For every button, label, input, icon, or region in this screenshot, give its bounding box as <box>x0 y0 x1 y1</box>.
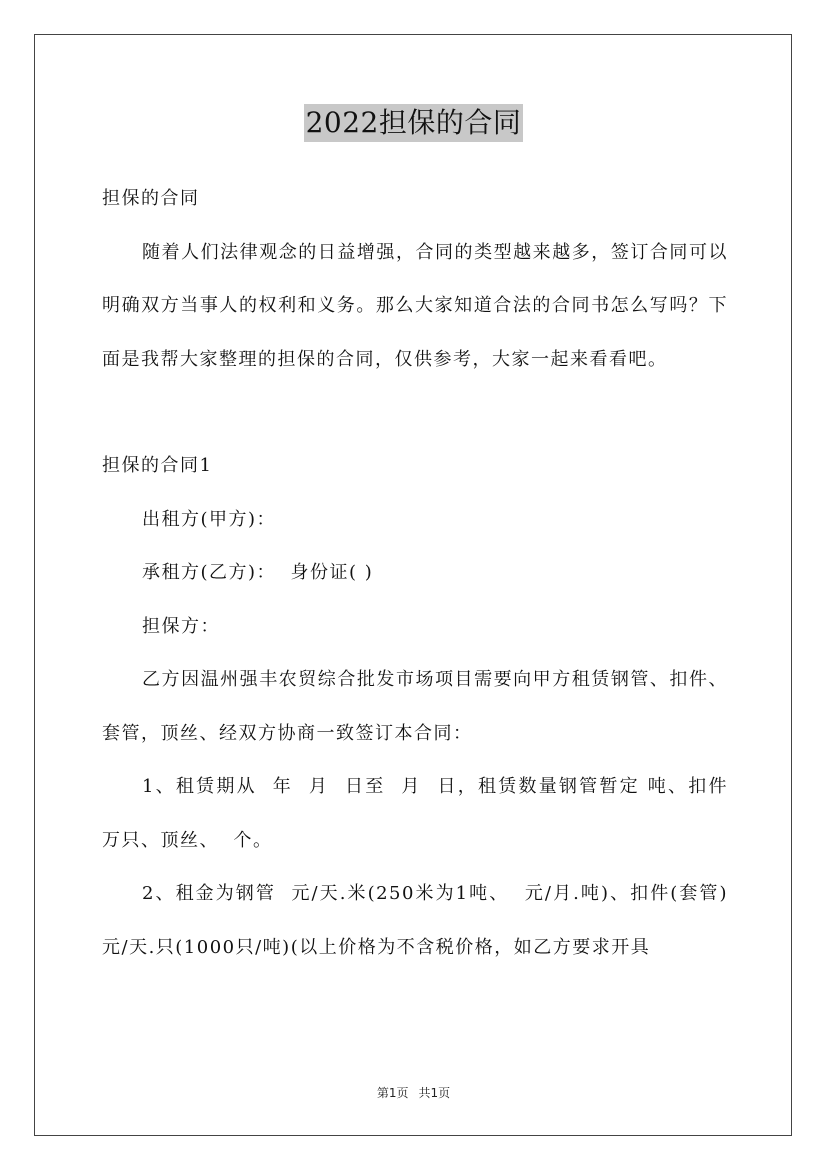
document-title: 2022担保的合同 <box>304 104 524 142</box>
document-body <box>102 172 743 974</box>
lessee-line: 承租方(乙方)： 身份证( ) <box>142 562 374 583</box>
blank-line <box>102 386 728 439</box>
intro-paragraph: 随着人们法律观念的日益增强，合同的类型越来越多，签订合同可以明确双方当事人的权利和义务。那么大家知道合法的合同书怎么写吗？下面是我帮大家整理的担保的合同，仅供参考，大家一起来看看吧。 <box>102 241 728 370</box>
title-container <box>0 104 827 142</box>
clause-2: 2、租金为钢管 元/天.米(250米为1吨、 元/月.吨)、扣件(套管) 元/天.只(1000只/吨)(以上价格为不含税价格，如乙方要求开具 <box>102 883 743 958</box>
section-heading: 担保的合同 <box>102 188 200 209</box>
guarantor-line: 担保方： <box>142 615 220 637</box>
purpose-paragraph: 乙方因温州强丰农贸综合批发市场项目需要向甲方租赁钢管、扣件、套管，顶丝、经双方协商一致签订本合同： <box>102 669 728 744</box>
page-footer <box>0 1084 827 1101</box>
lessor-line: 出租方(甲方)： <box>142 508 277 530</box>
clause-1: 1、租赁期从 年 月 日至 月 日，租赁数量钢管暂定 吨、扣件 万只、顶丝、 个。 <box>102 776 736 851</box>
total-pages: 共1页 <box>418 1086 451 1100</box>
contract-heading: 担保的合同1 <box>102 455 213 476</box>
page-number: 第1页 <box>376 1086 409 1100</box>
